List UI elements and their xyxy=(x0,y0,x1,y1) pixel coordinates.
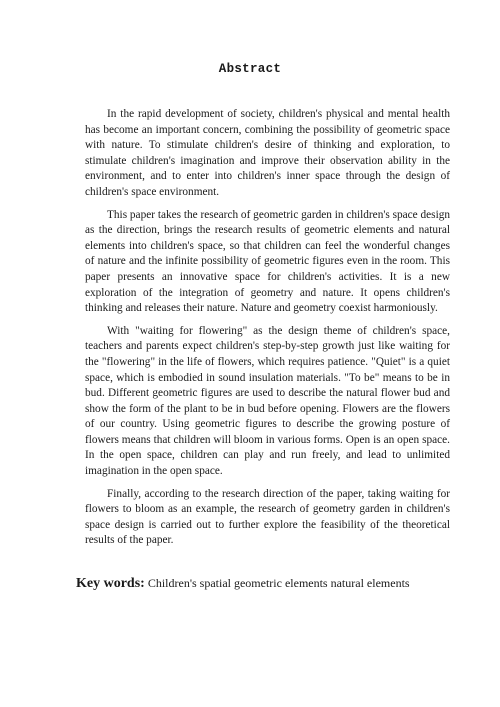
abstract-paragraph-3: With "waiting for flowering" as the design theme of children's space, teachers and parents expect children's step-by-step growth just like waiting for the "flowering" in the life of flowers, which requires patience. "Quiet" is a quiet space, which is embodied in sound insulation materials. "To be" means to be in bud. Different geometric figures are used to describe the natural flower bud and show the form of the plant to be in bud before opening. Flowers are the flowers of our country. Using geometric figures to describe the growing posture of flowers means that children will bloom in various forms. Open is an open space. In the open space, children can play and run freely, and lead to unlimited imagination in the open space. xyxy=(85,324,450,478)
keywords-text: Children's spatial geometric elements natural elements xyxy=(147,576,410,590)
abstract-title: Abstract xyxy=(218,62,282,76)
abstract-paragraph-4: Finally, according to the research direction of the paper, taking waiting for flowers to bloom as an example, the research of geometry garden in children's space design is carried out to further explore the feasibility of the theoretical results of the paper. xyxy=(85,487,450,547)
abstract-paragraph-2: This paper takes the research of geometric garden in children's space design as the direction, brings the research results of geometric elements and natural elements into children's space, so that children can feel the wonderful changes of nature and the infinite possibility of geometric figures even in the room. This paper presents an innovative space for children's activities. It is a new exploration of the integration of geometry and nature. It opens children's thinking and releases their nature. Nature and geometry coexist harmoniously. xyxy=(85,208,450,315)
abstract-paragraph-1: In the rapid development of society, children's physical and mental health has become an important concern, combining the possibility of geometric space with nature. To stimulate children's desire of thinking and exploration, to stimulate children's imagination and improve their observation ability in the environment, and to enter into children's inner space through the design of children's space environment. xyxy=(85,108,450,198)
keywords-label: Key words: xyxy=(76,576,145,591)
keywords-line xyxy=(76,576,476,592)
abstract-body xyxy=(85,107,450,556)
